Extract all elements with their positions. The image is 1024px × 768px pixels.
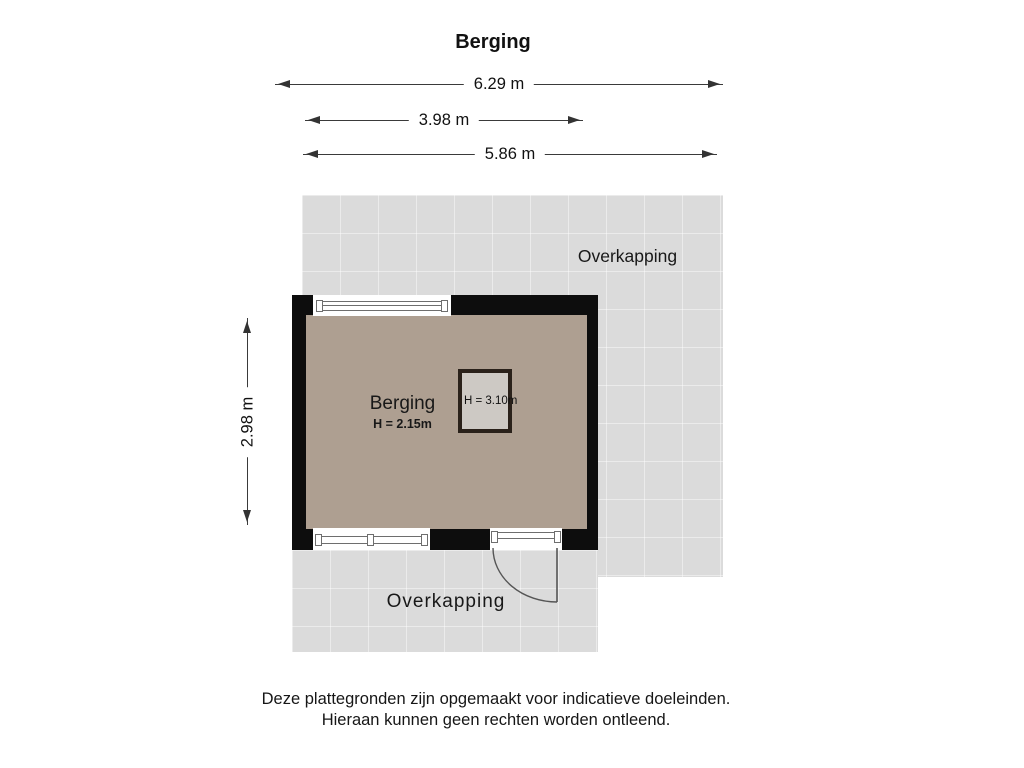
door-threshold xyxy=(494,532,558,539)
arrow-right-icon xyxy=(708,80,724,88)
window-frame-tick xyxy=(367,534,374,546)
inner-box-height-label: H = 3.10m xyxy=(464,395,518,407)
arrow-right-icon xyxy=(702,150,718,158)
window-glass-line xyxy=(318,305,446,306)
canopy-top-label: Overkapping xyxy=(577,246,678,266)
dimension-label: 2.98 m xyxy=(239,386,258,456)
room-height-label: H = 2.15m xyxy=(373,417,432,431)
arrow-left-icon xyxy=(304,116,320,124)
window-top xyxy=(313,295,451,316)
arrow-up-icon xyxy=(243,317,251,333)
dimension-line-mid-width xyxy=(303,145,717,164)
arrow-left-icon xyxy=(302,150,318,158)
arrow-down-icon xyxy=(243,510,251,526)
inner-box xyxy=(458,369,518,433)
door-frame-tick xyxy=(554,531,561,543)
dimension-label: 3.98 m xyxy=(409,111,479,130)
arrow-right-icon xyxy=(568,116,584,124)
window-bottom xyxy=(313,528,430,550)
plan-title: Berging xyxy=(455,31,531,53)
window-glass xyxy=(318,301,446,311)
canopy-bottom-label: Overkapping xyxy=(386,591,506,612)
dimension-label: 6.29 m xyxy=(464,75,534,94)
disclaimer-line1: Deze plattegronden zijn opgemaakt voor indicatieve doeleinden. xyxy=(261,690,731,708)
arrow-left-icon xyxy=(274,80,290,88)
window-frame-tick xyxy=(316,300,323,312)
window-frame-tick xyxy=(315,534,322,546)
dimension-label: 5.86 m xyxy=(475,145,545,164)
window-frame-tick xyxy=(441,300,448,312)
door-frame-tick xyxy=(491,531,498,543)
window-frame-tick xyxy=(421,534,428,546)
room-name: Berging xyxy=(369,393,436,414)
disclaimer-line2: Hieraan kunnen geen rechten worden ontleend. xyxy=(321,711,671,729)
disclaimer xyxy=(0,689,992,731)
dimension-line-room-height xyxy=(238,318,257,525)
room-label xyxy=(340,393,465,431)
dimension-line-total-width xyxy=(275,75,723,94)
dimension-line-inner-width xyxy=(305,111,583,130)
